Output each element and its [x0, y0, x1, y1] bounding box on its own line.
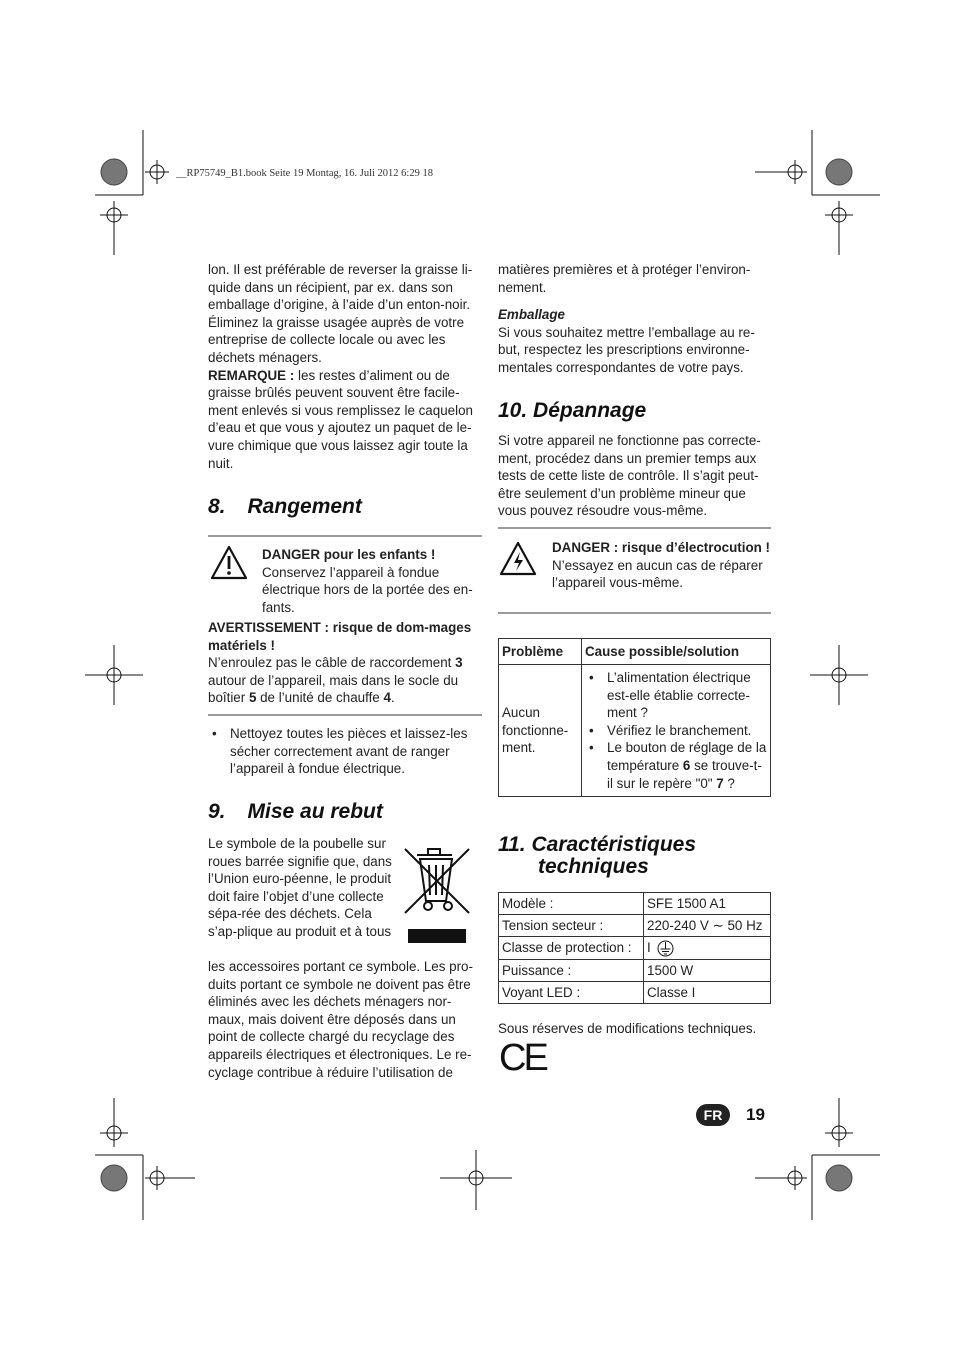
- table-row: Puissance : 1500 W: [499, 959, 771, 981]
- table-header-solution: Cause possible/solution: [582, 639, 771, 665]
- section-11-heading: [498, 834, 771, 878]
- problem-cell: Aucun fonctionne-ment.: [499, 665, 582, 797]
- remark-label: REMARQUE :: [208, 367, 295, 383]
- warning-triangle-icon: [210, 545, 248, 581]
- list-item: • Vérifiez le branchement.: [585, 722, 767, 740]
- section-8-heading: [208, 495, 482, 519]
- divider: [498, 612, 771, 614]
- warning-text: N’enroulez pas le câble de raccordement 3 autour de l’appareil, mais dans le socle du boîtier 5 de l’unité de chauffe 4.: [208, 655, 463, 706]
- disposal-wrapped-text: Le symbole de la poubelle sur roues barrée signifie que, dans l’Union euro-péenne, le produit doit faire l’objet d’une collecte sépa-rée des déchets. Cela s’ap-plique au produit et à tous: [208, 836, 392, 939]
- remark-paragraph: [208, 367, 482, 473]
- section-8-number: 8.: [208, 495, 226, 518]
- table-header-problem: Problème: [499, 639, 582, 665]
- storage-bullet-list: [208, 725, 482, 778]
- section-11-title-line1: 11. Caractéristiques: [498, 833, 697, 856]
- file-info-header: __RP75749_B1.book Seite 19 Montag, 16. Juli 2012 6:29 18: [176, 168, 433, 179]
- danger-children-text: Conservez l’appareil à fondue électrique hors de la portée des en-fants.: [262, 564, 473, 615]
- danger-electrocution-text: N’essayez en aucun cas de réparer l’appareil vous-même.: [552, 557, 763, 591]
- table-row: Voyant LED : Classe I: [499, 981, 771, 1003]
- continued-text: matières premières et à protéger l’environ-nement.: [498, 262, 751, 295]
- section-9-title: Mise au rebut: [247, 800, 383, 823]
- language-badge: FR: [696, 1104, 730, 1126]
- left-intro: [208, 261, 482, 472]
- page-number: 19: [746, 1105, 765, 1124]
- packaging-label: Emballage: [498, 307, 565, 323]
- section-9-number: 9.: [208, 800, 226, 823]
- right-intro: [498, 261, 771, 377]
- section-8-title: Rangement: [247, 495, 362, 518]
- divider: [498, 527, 771, 529]
- danger-children-label: DANGER pour les enfants !: [262, 547, 436, 562]
- remark-text: les restes d’aliment ou de graisse brûlés peuvent souvent être facile-ment enlevés si vous remplissez le caquelon d’eau et que vous y ajoutez un paquet de le-vure chimique que vous laissez agir toute la nuit.: [208, 367, 473, 471]
- danger-children-block: [262, 546, 482, 616]
- intro-paragraph: lon. Il est préférable de reverser la graisse li-quide dans un récipient, par ex. dans son emballage d’origine, à l’aide d’un enton-noir. Éliminez la graisse usagée auprès de votre entreprise de collecte locale ou avec les déchets ménagers.: [208, 262, 473, 365]
- danger-electrocution-block: [552, 539, 771, 592]
- troubleshooting-intro: Si votre appareil ne fonctionne pas correcte-ment, procédez dans un premier temps aux tests de cette liste de contrôle. Il s’agit peut-être seulement d’un problème mineur que vous pouvez résoudre vous-même.: [498, 433, 761, 519]
- table-row: Classe de protection : I: [499, 937, 771, 960]
- solution-cell: [582, 665, 771, 797]
- ce-mark: CE: [499, 1037, 546, 1079]
- danger-electrocution-label: DANGER : risque d’électrocution !: [552, 540, 770, 555]
- packaging-text: Si vous souhaitez mettre l’emballage au re-but, respectez les prescriptions environne-mentales correspondantes de votre pays.: [498, 324, 755, 375]
- troubleshooting-table: [498, 638, 771, 797]
- divider: [208, 535, 482, 537]
- protective-earth-icon: [657, 940, 674, 957]
- electric-hazard-icon: [499, 541, 537, 577]
- technical-note: Sous réserves de modifications techniques.: [498, 1021, 757, 1036]
- table-row: Modèle : SFE 1500 A1: [499, 893, 771, 915]
- list-item: • Le bouton de réglage de la température 6 se trouve-t-il sur le repère "0" 7 ?: [585, 739, 767, 792]
- crossed-out-bin-icon: [400, 843, 474, 945]
- specifications-table: [498, 892, 771, 1004]
- table-row: Tension secteur : 220-240 V ∼ 50 Hz: [499, 915, 771, 937]
- section-9-heading: [208, 800, 482, 824]
- section-10-heading: [498, 399, 771, 423]
- divider: [208, 714, 482, 716]
- list-item: • Nettoyez toutes les pièces et laissez-les sécher correctement avant de ranger l’appareil à fondue électrique.: [208, 725, 482, 778]
- section-10-title: 10. Dépannage: [498, 399, 647, 422]
- warning-block: [208, 619, 482, 707]
- table-row: [499, 665, 771, 797]
- section-11-title-line2: techniques: [538, 855, 649, 878]
- warning-label: AVERTISSEMENT : risque de dom-mages matériels !: [208, 620, 472, 653]
- disposal-full-text: les accessoires portant ce symbole. Les pro-duits portant ce symbole ne doivent pas être éliminés avec les déchets ménagers nor-maux, mais doivent être déposés dans un point de collecte chargé du recyclage des appareils électriques et électroniques. Le re-cyclage contribue à réduire l’utilisation de: [208, 959, 473, 1080]
- list-item: • L’alimentation électrique est-elle établie correcte-ment ?: [585, 669, 767, 722]
